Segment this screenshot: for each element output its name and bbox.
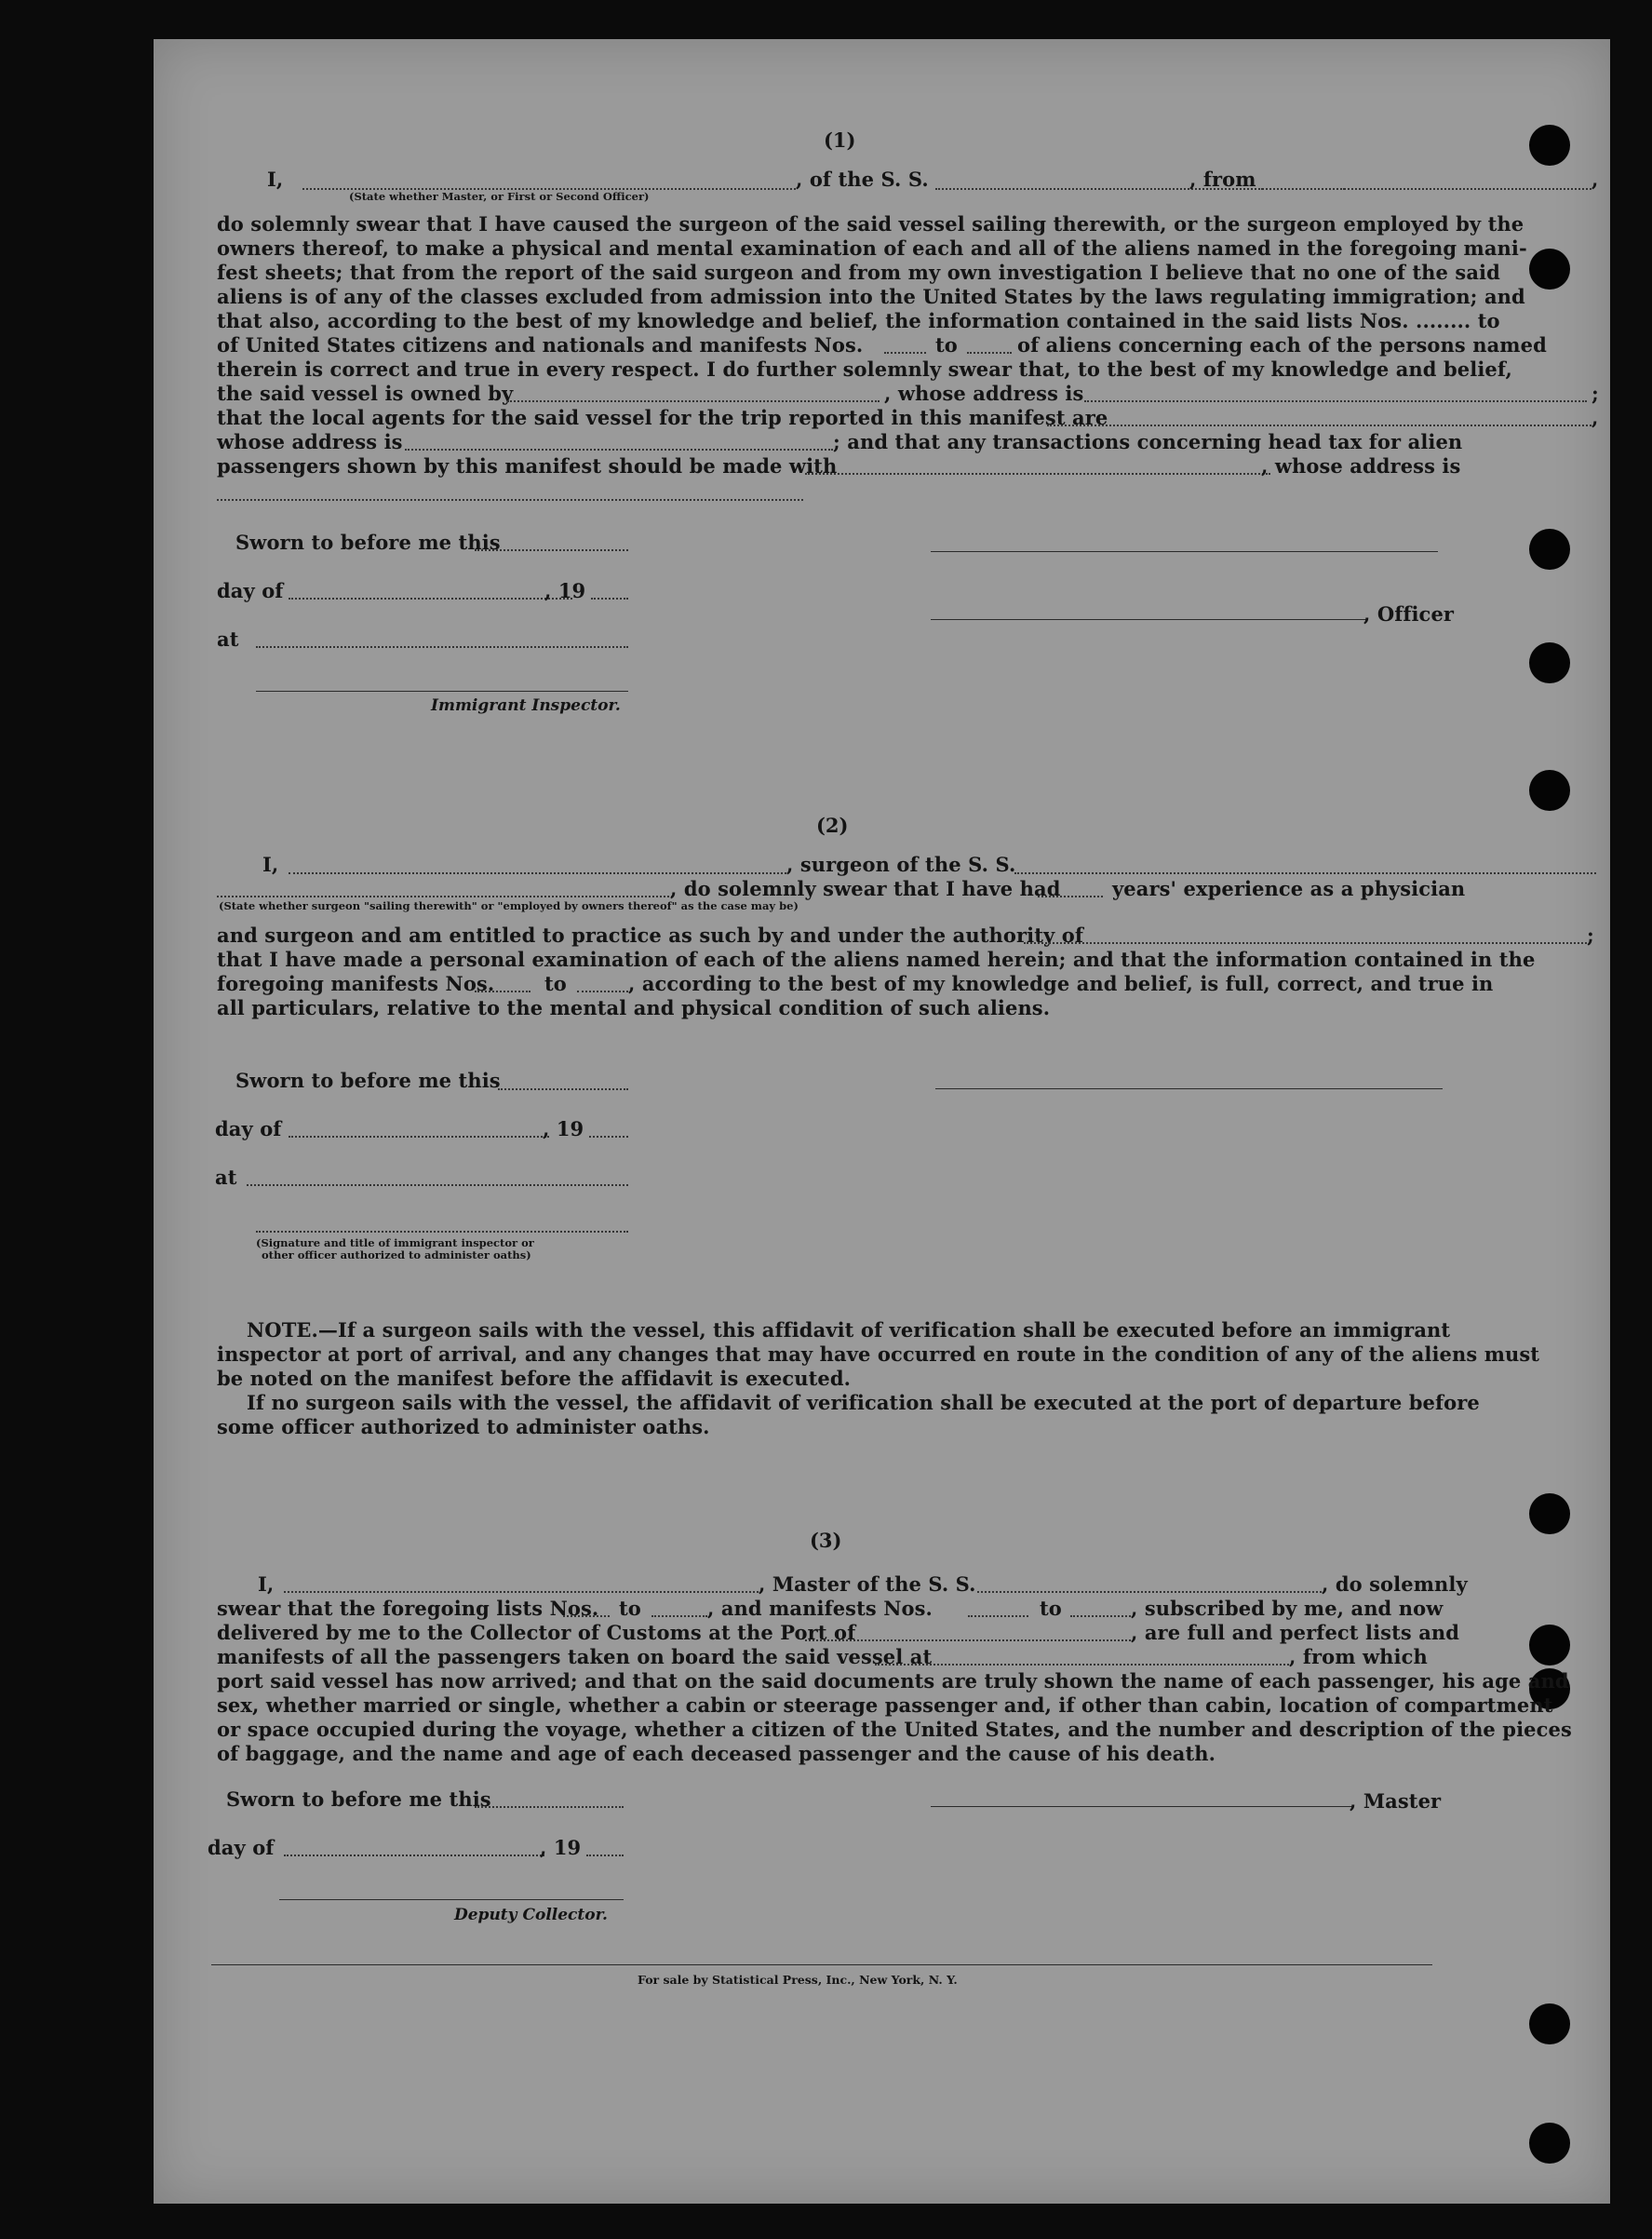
blank-line: [284, 1591, 759, 1593]
officer-label: , Officer: [1363, 602, 1455, 626]
blank-line: [651, 1615, 707, 1617]
note-line: inspector at port of arrival, and any changes that may have occurred en route in the condition of any of the aliens must: [217, 1342, 1540, 1366]
field-hint: (State whether surgeon "sailing therewith" or "employed by owners thereof" as the case may be): [219, 899, 799, 912]
footer-rule: [211, 1964, 1432, 1965]
text: to: [935, 333, 958, 357]
text: , Master of the S. S.: [759, 1572, 976, 1596]
blank-line: [875, 1664, 1289, 1666]
paragraph-line: fest sheets; that from the report of the said surgeon and from my own investigation I believe that no one of the said: [217, 261, 1500, 284]
paragraph-line: that also, according to the best of my knowledge and belief, the information contained in the said lists Nos. ........ to: [217, 309, 1500, 332]
signature-line: [279, 1899, 624, 1900]
blank-line: [475, 1806, 624, 1808]
blank-line: [1261, 188, 1592, 190]
text: I,: [258, 1572, 275, 1596]
blank-line: [217, 896, 673, 897]
blank-line: [577, 991, 628, 992]
blank-line: [586, 1855, 624, 1856]
blank-line: [1038, 896, 1103, 897]
paragraph-line: aliens is of any of the classes excluded from admission into the United States by the laws regulating immigration; and: [217, 285, 1525, 308]
text: ;: [1592, 382, 1599, 405]
text: I,: [262, 853, 279, 876]
text: I,: [267, 168, 284, 191]
blank-line: [805, 1639, 1131, 1641]
text: of aliens concerning each of the persons named: [1017, 333, 1547, 357]
binder-hole: [1529, 1493, 1570, 1534]
blank-line: [591, 598, 628, 600]
text: , whose address is: [1261, 454, 1461, 478]
blank-line: [289, 598, 572, 600]
text: , do solemnly swear that I have had: [670, 877, 1061, 900]
text: that the local agents for the said vessel for the trip reported in this manifest are: [217, 406, 1108, 429]
blank-line: [289, 872, 786, 874]
text: to: [619, 1597, 641, 1620]
year-label: , 19: [544, 579, 586, 602]
paragraph-line: all particulars, relative to the mental and physical condition of such aliens.: [217, 996, 1051, 1019]
paragraph-line: that I have made a personal examination of each of the aliens named herein; and that the information contained in the: [217, 948, 1536, 971]
blank-line: [475, 549, 628, 551]
binder-hole: [1529, 2123, 1570, 2164]
text: ; and that any transactions concerning head tax for alien: [833, 430, 1463, 453]
blank-line: [977, 1591, 1322, 1593]
text: delivered by me to the Collector of Customs at the Port of: [217, 1621, 856, 1644]
binder-hole: [1529, 125, 1570, 166]
text: swear that the foregoing lists Nos.: [217, 1597, 599, 1620]
blank-line: [405, 449, 833, 451]
blank-line: [217, 499, 803, 501]
text: to: [544, 972, 567, 995]
at-label: at: [217, 627, 239, 651]
collector-caption: Deputy Collector.: [454, 1906, 608, 1924]
section-number: (3): [810, 1529, 842, 1552]
text: , are full and perfect lists and: [1131, 1621, 1460, 1644]
section-number: (2): [816, 814, 849, 837]
blank-line: [589, 1136, 628, 1138]
text: , from which: [1289, 1645, 1428, 1668]
note-line: NOTE.—If a surgeon sails with the vessel, this affidavit of verification shall be executed before an immigrant: [247, 1318, 1451, 1342]
binder-hole: [1529, 642, 1570, 683]
blank-line: [805, 473, 1270, 475]
binder-hole: [1529, 1625, 1570, 1666]
blank-line: [563, 1615, 610, 1617]
text: ;: [1587, 924, 1594, 947]
paragraph-line: of baggage, and the name and age of each deceased passenger and the cause of his death.: [217, 1742, 1216, 1765]
text: the said vessel is owned by: [217, 382, 514, 405]
text: and surgeon and am entitled to practice as such by and under the authority of: [217, 924, 1084, 947]
sworn-label: Sworn to before me this: [226, 1787, 491, 1811]
text: , whose address is: [884, 382, 1084, 405]
blank-line: [1014, 872, 1596, 874]
blank-line: [247, 1184, 628, 1186]
blank-line: [256, 1231, 628, 1233]
text: to: [1040, 1597, 1062, 1620]
blank-line: [475, 991, 531, 992]
at-label: at: [215, 1166, 237, 1189]
blank-line: [289, 1136, 549, 1138]
day-label: day of: [217, 579, 284, 602]
binder-hole: [1529, 2003, 1570, 2044]
day-label: day of: [208, 1836, 275, 1859]
signature-line: [935, 1088, 1443, 1089]
text: , surgeon of the S. S.: [786, 853, 1016, 876]
paragraph-line: port said vessel has now arrived; and that on the said documents are truly shown the name of each passenger, his age and: [217, 1669, 1569, 1693]
day-label: day of: [215, 1117, 282, 1140]
signature-line: [256, 691, 628, 692]
inspector-caption: Immigrant Inspector.: [431, 696, 621, 715]
note-line: If no surgeon sails with the vessel, the affidavit of verification shall be executed at the port of departure before: [247, 1391, 1480, 1414]
text: , do solemnly: [1322, 1572, 1468, 1596]
text: , from: [1189, 168, 1256, 191]
section-number: (1): [824, 128, 856, 152]
year-label: , 19: [540, 1836, 582, 1859]
text: passengers shown by this manifest should be made with: [217, 454, 838, 478]
binder-hole: [1529, 770, 1570, 811]
blank-line: [1084, 400, 1587, 402]
signature-caption: other officer authorized to administer oaths): [262, 1248, 531, 1261]
blank-line: [498, 1088, 628, 1090]
paragraph-line: sex, whether married or single, whether a cabin or steerage passenger and, if other than cabin, location of compartment: [217, 1693, 1553, 1717]
year-label: , 19: [543, 1117, 584, 1140]
blank-line: [256, 646, 628, 648]
signature-line: [931, 619, 1368, 620]
text: whose address is: [217, 430, 403, 453]
text: , and manifests Nos.: [707, 1597, 933, 1620]
note-line: some officer authorized to administer oaths.: [217, 1415, 710, 1438]
note-line: be noted on the manifest before the affidavit is executed.: [217, 1367, 852, 1390]
text: of United States citizens and nationals and manifests Nos.: [217, 333, 864, 357]
blank-line: [1070, 1615, 1131, 1617]
signature-caption: (Signature and title of immigrant inspector or: [256, 1236, 534, 1249]
printer-credit: For sale by Statistical Press, Inc., New York, N. Y.: [638, 1973, 958, 1987]
blank-line: [967, 352, 1012, 354]
blank-line: [884, 352, 926, 354]
blank-line: [968, 1615, 1028, 1617]
field-hint: (State whether Master, or First or Second Officer): [349, 190, 650, 203]
blank-line: [1047, 425, 1592, 426]
binder-hole: [1529, 529, 1570, 570]
paragraph-line: therein is correct and true in every respect. I do further solemnly swear that, to the best of my knowledge and belief,: [217, 357, 1512, 381]
signature-line: [931, 551, 1438, 552]
manifest-affidavit-page: [154, 39, 1610, 2204]
master-label: , Master: [1350, 1789, 1442, 1813]
paragraph-line: or space occupied during the voyage, whether a citizen of the United States, and the number and description of the pieces: [217, 1718, 1572, 1741]
blank-line: [284, 1855, 544, 1856]
text: ,: [1592, 168, 1599, 191]
text: foregoing manifests Nos.: [217, 972, 495, 995]
text: , of the S. S.: [796, 168, 929, 191]
text: manifests of all the passengers taken on board the said vessel at: [217, 1645, 933, 1668]
text: , subscribed by me, and now: [1131, 1597, 1444, 1620]
text: ,: [1592, 406, 1599, 429]
paragraph-line: owners thereof, to make a physical and mental examination of each and all of the aliens named in the foregoing mani-: [217, 236, 1527, 260]
sworn-label: Sworn to before me this: [235, 531, 501, 554]
blank-line: [507, 400, 880, 402]
signature-line: [931, 1806, 1354, 1807]
binder-hole: [1529, 249, 1570, 290]
paragraph-line: do solemnly swear that I have caused the surgeon of the said vessel sailing therewith, or the surgeon employed by the: [217, 212, 1524, 236]
text: years' experience as a physician: [1112, 877, 1466, 900]
sworn-label: Sworn to before me this: [235, 1069, 501, 1092]
text: , according to the best of my knowledge and belief, is full, correct, and true in: [628, 972, 1494, 995]
blank-line: [1024, 942, 1587, 944]
